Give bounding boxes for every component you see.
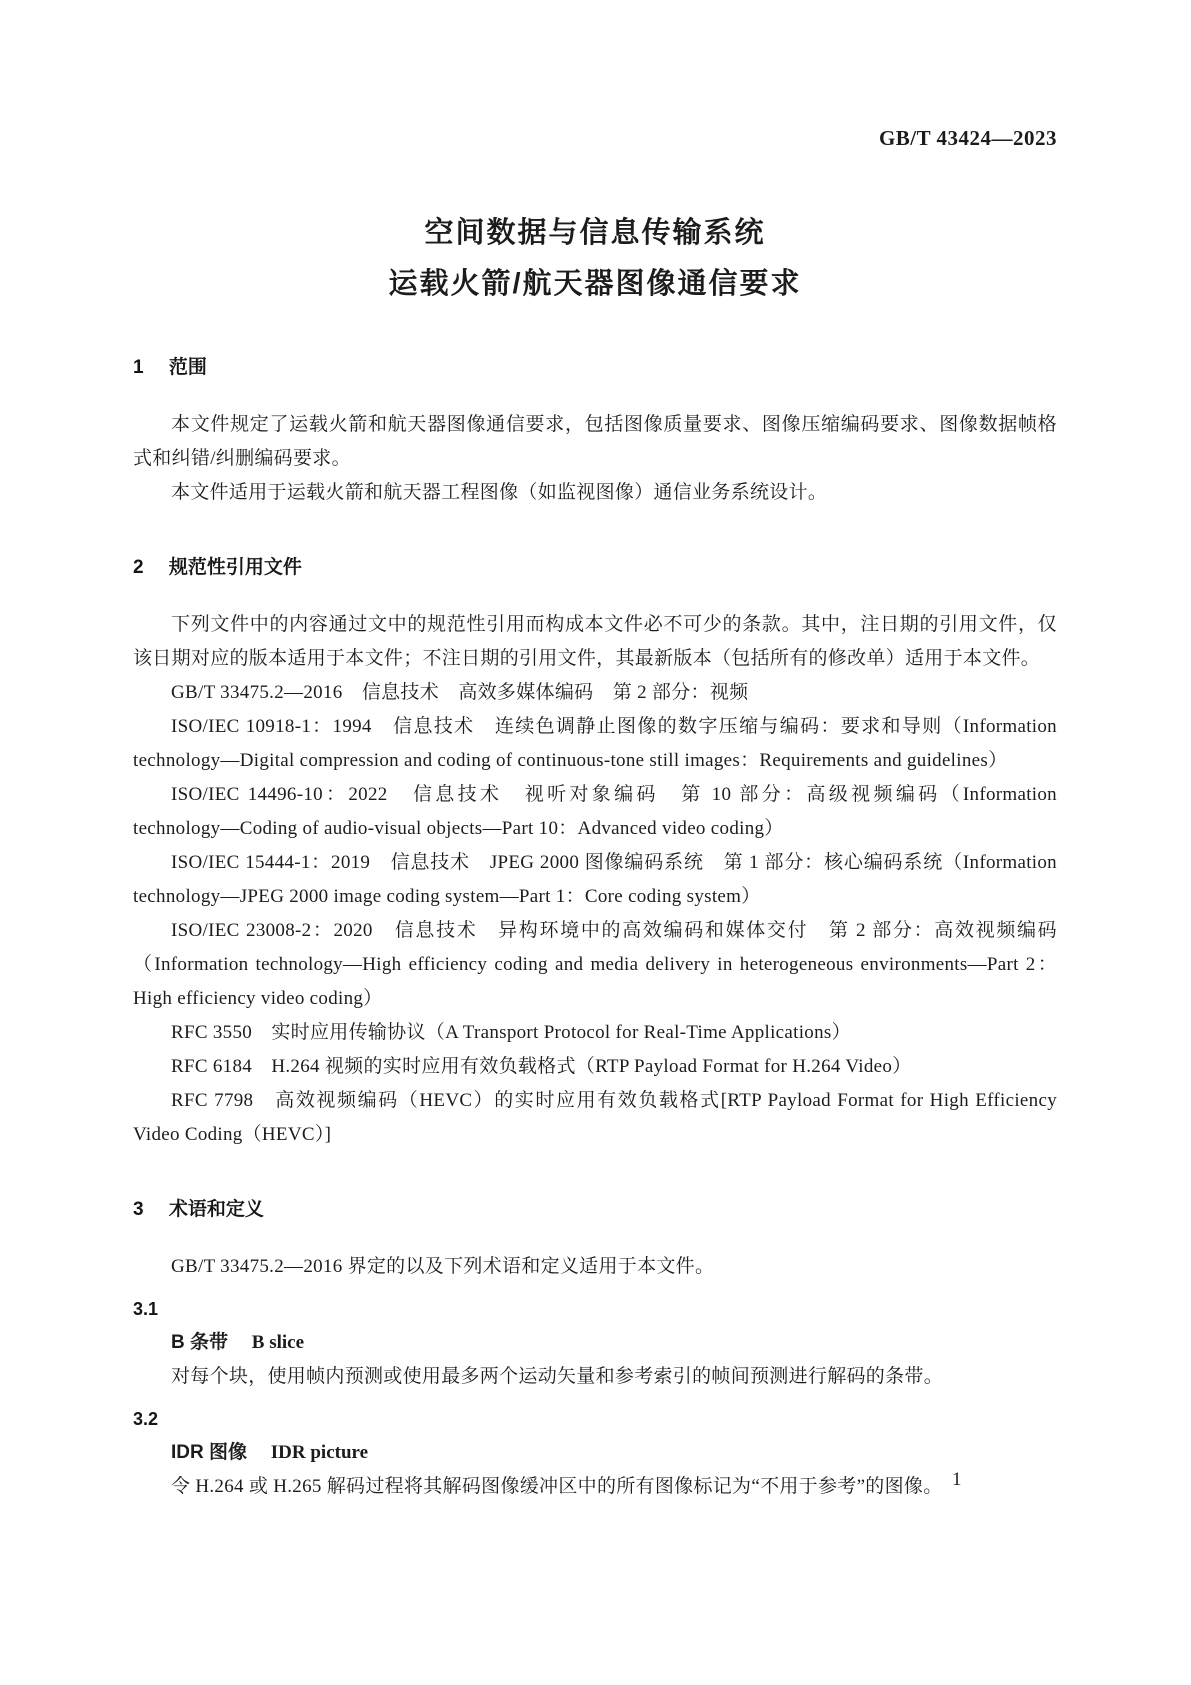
doc-title-line-1: 空间数据与信息传输系统 bbox=[424, 217, 766, 249]
term-definition: 令 H.264 或 H.265 解码过程将其解码图像缓冲区中的所有图像标记为“不用于参考”的图像。 bbox=[171, 1476, 943, 1497]
term-name-chinese: B 条带 bbox=[171, 1332, 229, 1353]
section-terms-number: 3 bbox=[133, 1199, 144, 1220]
section-terms-definitions bbox=[133, 1198, 1057, 1504]
doc-header bbox=[133, 126, 1057, 150]
reference-item: RFC 6184 H.264 视频的实时应用有效负载格式（RTP Payload Format for H.264 Video） bbox=[171, 1056, 912, 1077]
reference-item: ISO/IEC 14496-10：2022 信息技术 视听对象编码 第 10 部分：高级视频编码（Information technology—Coding of audio-visual objects—Part 10：Advanced video coding） bbox=[133, 784, 1057, 839]
doc-title-line-2: 运载火箭/航天器图像通信要求 bbox=[388, 268, 802, 300]
term-entry bbox=[133, 1292, 1057, 1394]
references-list bbox=[133, 676, 1057, 1152]
reference-item: RFC 3550 实时应用传输协议（A Transport Protocol for Real-Time Applications） bbox=[171, 1022, 851, 1043]
section-normative-references bbox=[133, 556, 1057, 1152]
scope-paragraph-1: 本文件规定了运载火箭和航天器图像通信要求，包括图像质量要求、图像压缩编码要求、图像数据帧格式和纠错/纠删编码要求。 bbox=[133, 414, 1057, 469]
doc-title bbox=[133, 208, 1057, 310]
terms-intro-paragraph: GB/T 33475.2—2016 界定的以及下列术语和定义适用于本文件。 bbox=[171, 1256, 715, 1277]
section-refs-heading bbox=[133, 556, 1057, 580]
reference-item: GB/T 33475.2—2016 信息技术 高效多媒体编码 第 2 部分：视频 bbox=[171, 682, 749, 703]
scope-paragraph-2: 本文件适用于运载火箭和航天器工程图像（如监视图像）通信业务系统设计。 bbox=[171, 482, 828, 503]
reference-item: RFC 7798 高效视频编码（HEVC）的实时应用有效负载格式[RTP Payload Format for High Efficiency Video Coding（HEVC）] bbox=[133, 1090, 1057, 1145]
reference-item: ISO/IEC 23008-2：2020 信息技术 异构环境中的高效编码和媒体交付 第 2 部分：高效视频编码（Information technology—High efficiency coding and media delivery in heterogeneous environments—Part 2：High efficiency video coding） bbox=[133, 920, 1057, 1009]
reference-item: ISO/IEC 15444-1：2019 信息技术 JPEG 2000 图像编码系统 第 1 部分：核心编码系统（Information technology—JPEG 2000 image coding system—Part 1：Core coding system） bbox=[133, 852, 1057, 907]
term-number: 3.2 bbox=[133, 1409, 159, 1429]
section-scope-number: 1 bbox=[133, 357, 144, 378]
section-scope bbox=[133, 356, 1057, 510]
section-refs-number: 2 bbox=[133, 557, 144, 578]
term-number: 3.1 bbox=[133, 1299, 159, 1319]
section-scope-title: 范围 bbox=[168, 357, 207, 378]
term-name bbox=[133, 1436, 1057, 1470]
refs-intro-paragraph: 下列文件中的内容通过文中的规范性引用而构成本文件必不可少的条款。其中，注日期的引用文件，仅该日期对应的版本适用于本文件；不注日期的引用文件，其最新版本（包括所有的修改单）适用于本文件。 bbox=[133, 614, 1057, 669]
section-scope-heading bbox=[133, 356, 1057, 380]
term-name-chinese: IDR 图像 bbox=[171, 1442, 248, 1463]
section-terms-title: 术语和定义 bbox=[168, 1199, 264, 1220]
page-number: 1 bbox=[952, 1469, 962, 1490]
standard-number: GB/T 43424—2023 bbox=[878, 126, 1057, 150]
term-name-english: IDR picture bbox=[270, 1442, 369, 1463]
term-name-english: B slice bbox=[251, 1332, 305, 1353]
term-name bbox=[133, 1326, 1057, 1360]
term-definition: 对每个块，使用帧内预测或使用最多两个运动矢量和参考索引的帧间预测进行解码的条带。 bbox=[171, 1366, 944, 1387]
reference-item: ISO/IEC 10918-1：1994 信息技术 连续色调静止图像的数字压缩与编码：要求和导则（Information technology—Digital compression and coding of continuous-tone still images：Requirements and guidelines） bbox=[133, 716, 1057, 771]
section-refs-title: 规范性引用文件 bbox=[168, 557, 302, 578]
term-entry bbox=[133, 1402, 1057, 1504]
section-terms-heading bbox=[133, 1198, 1057, 1222]
